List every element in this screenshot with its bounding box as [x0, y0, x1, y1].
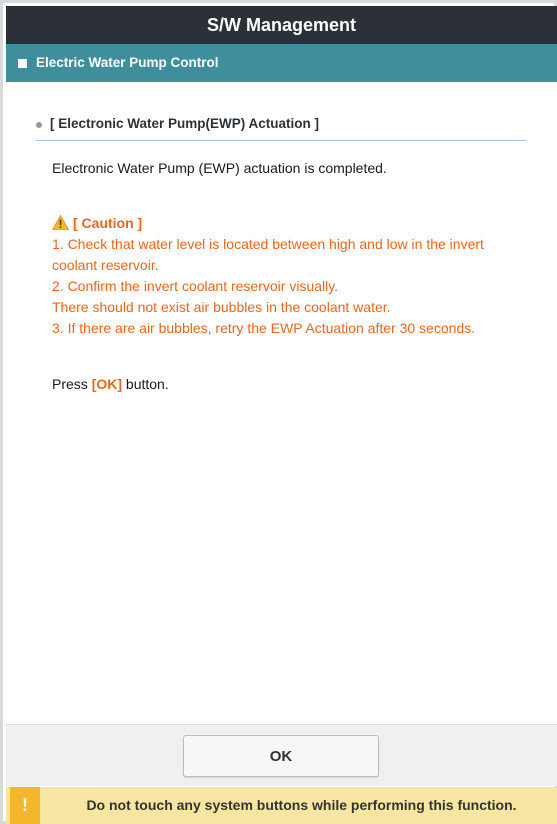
section-title: Electric Water Pump Control	[36, 55, 219, 70]
subheading	[36, 114, 526, 141]
press-instruction	[52, 376, 169, 392]
caution-line: 3. If there are air bubbles, retry the EWP Actuation after 30 seconds.	[52, 320, 476, 336]
caution-line: 1. Check that water level is located between high and low in the invert	[52, 236, 484, 252]
press-suffix: button.	[122, 376, 169, 392]
square-bullet-icon	[18, 59, 27, 68]
button-bar	[6, 724, 557, 786]
press-prefix: Press	[52, 376, 92, 392]
press-ok-highlight: [OK]	[91, 376, 123, 392]
caution-title	[52, 212, 522, 233]
caution-title-text: [ Caution ]	[73, 214, 143, 231]
footer-warning-bar	[6, 787, 557, 824]
content-panel	[6, 82, 557, 724]
status-message: Electronic Water Pump (EWP) actuation is completed.	[52, 160, 387, 176]
exclamation-icon: !	[10, 787, 40, 824]
window-title: S/W Management	[6, 6, 557, 44]
section-header	[6, 44, 557, 82]
bullet-icon	[36, 122, 42, 128]
footer-warning-text: Do not touch any system buttons while performing this function.	[86, 797, 517, 813]
caution-line: 2. Confirm the invert coolant reservoir visually.	[52, 278, 339, 294]
caution-line: There should not exist air bubbles in the coolant water.	[52, 299, 391, 315]
caution-line: coolant reservoir.	[52, 257, 159, 273]
subheading-text: [ Electronic Water Pump(EWP) Actuation ]	[50, 116, 320, 131]
caution-block	[52, 212, 522, 339]
warning-triangle-icon	[52, 215, 69, 230]
ok-button[interactable]: OK	[183, 735, 379, 777]
